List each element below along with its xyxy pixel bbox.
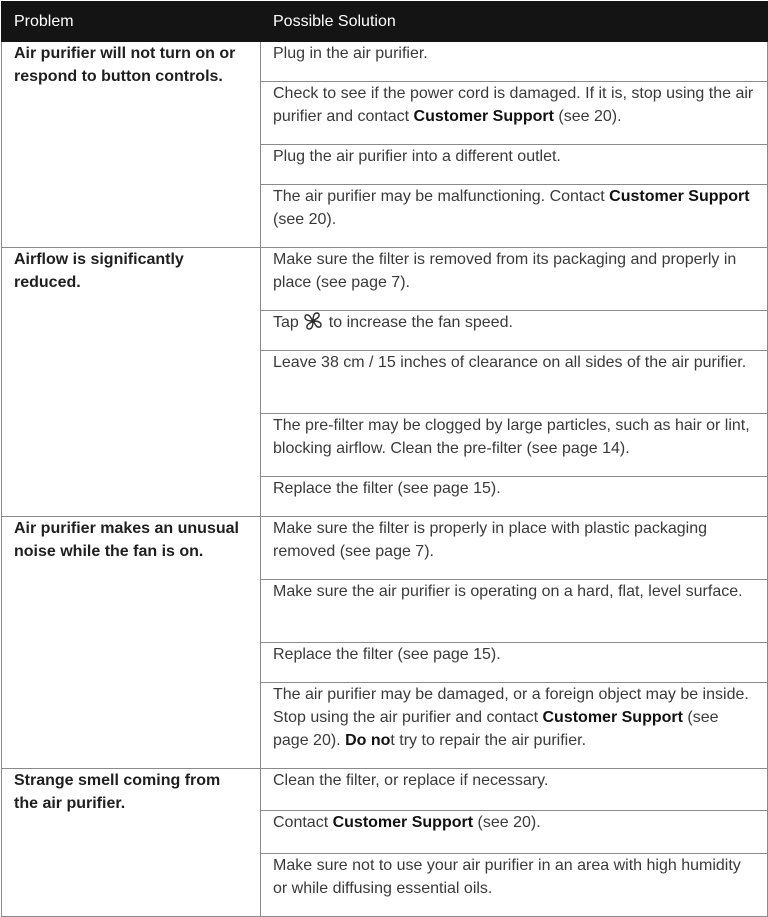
problem-cell: Air purifier will not turn on or respond to button controls. [2,42,261,248]
solution-cell: Make sure the air purifier is operating on a hard, flat, level surface. [261,580,768,643]
solution-cell: Make sure the filter is removed from its packaging and properly in place (see page 7). [261,248,768,311]
customer-support-text: Customer Support [609,188,750,205]
problem-cell: Air purifier makes an unusual noise while the fan is on. [2,517,261,769]
solution-cell: Make sure not to use your air purifier in an area with high humidity or while diffusing essential oils. [261,854,768,917]
table-row [2,769,768,811]
table-row [2,42,768,82]
solution-column-header: Possible Solution [261,2,768,42]
solution-cell: The air purifier may be malfunctioning. Contact Customer Support (see 20). [261,185,768,248]
solution-cell: Replace the filter (see page 15). [261,643,768,683]
problem-column-header: Problem [2,2,261,42]
table-row [2,248,768,311]
solution-cell: Plug in the air purifier. [261,42,768,82]
problem-cell: Strange smell coming from the air purifier. [2,769,261,917]
fan-icon [303,311,323,331]
solution-cell: The air purifier may be damaged, or a foreign object may be inside. Stop using the air purifier and contact Customer Support (see page 20). Do not try to repair the air purifier. [261,683,768,769]
solution-cell: Plug the air purifier into a different outlet. [261,145,768,185]
solution-cell: Make sure the filter is properly in place with plastic packaging removed (see page 7). [261,517,768,580]
customer-support-text: Customer Support [413,108,554,125]
solution-cell: Leave 38 cm / 15 inches of clearance on all sides of the air purifier. [261,351,768,414]
customer-support-text: Customer Support [542,709,683,726]
solution-cell: Contact Customer Support (see 20). [261,811,768,854]
solution-cell: Clean the filter, or replace if necessary. [261,769,768,811]
solution-cell: Replace the filter (see page 15). [261,477,768,517]
troubleshooting-table [1,1,768,917]
solution-cell: The pre-filter may be clogged by large particles, such as hair or lint, blocking airflow. Clean the pre-filter (see page 14). [261,414,768,477]
do-not-text: Do no [345,732,391,749]
solution-cell: Tap to increase the fan speed. [261,311,768,351]
table-row [2,517,768,580]
solution-cell: Check to see if the power cord is damaged. If it is, stop using the air purifier and contact Customer Support (see 20). [261,82,768,145]
problem-cell: Airflow is significantly reduced. [2,248,261,517]
customer-support-text: Customer Support [332,814,474,831]
table-header-row [2,2,768,42]
